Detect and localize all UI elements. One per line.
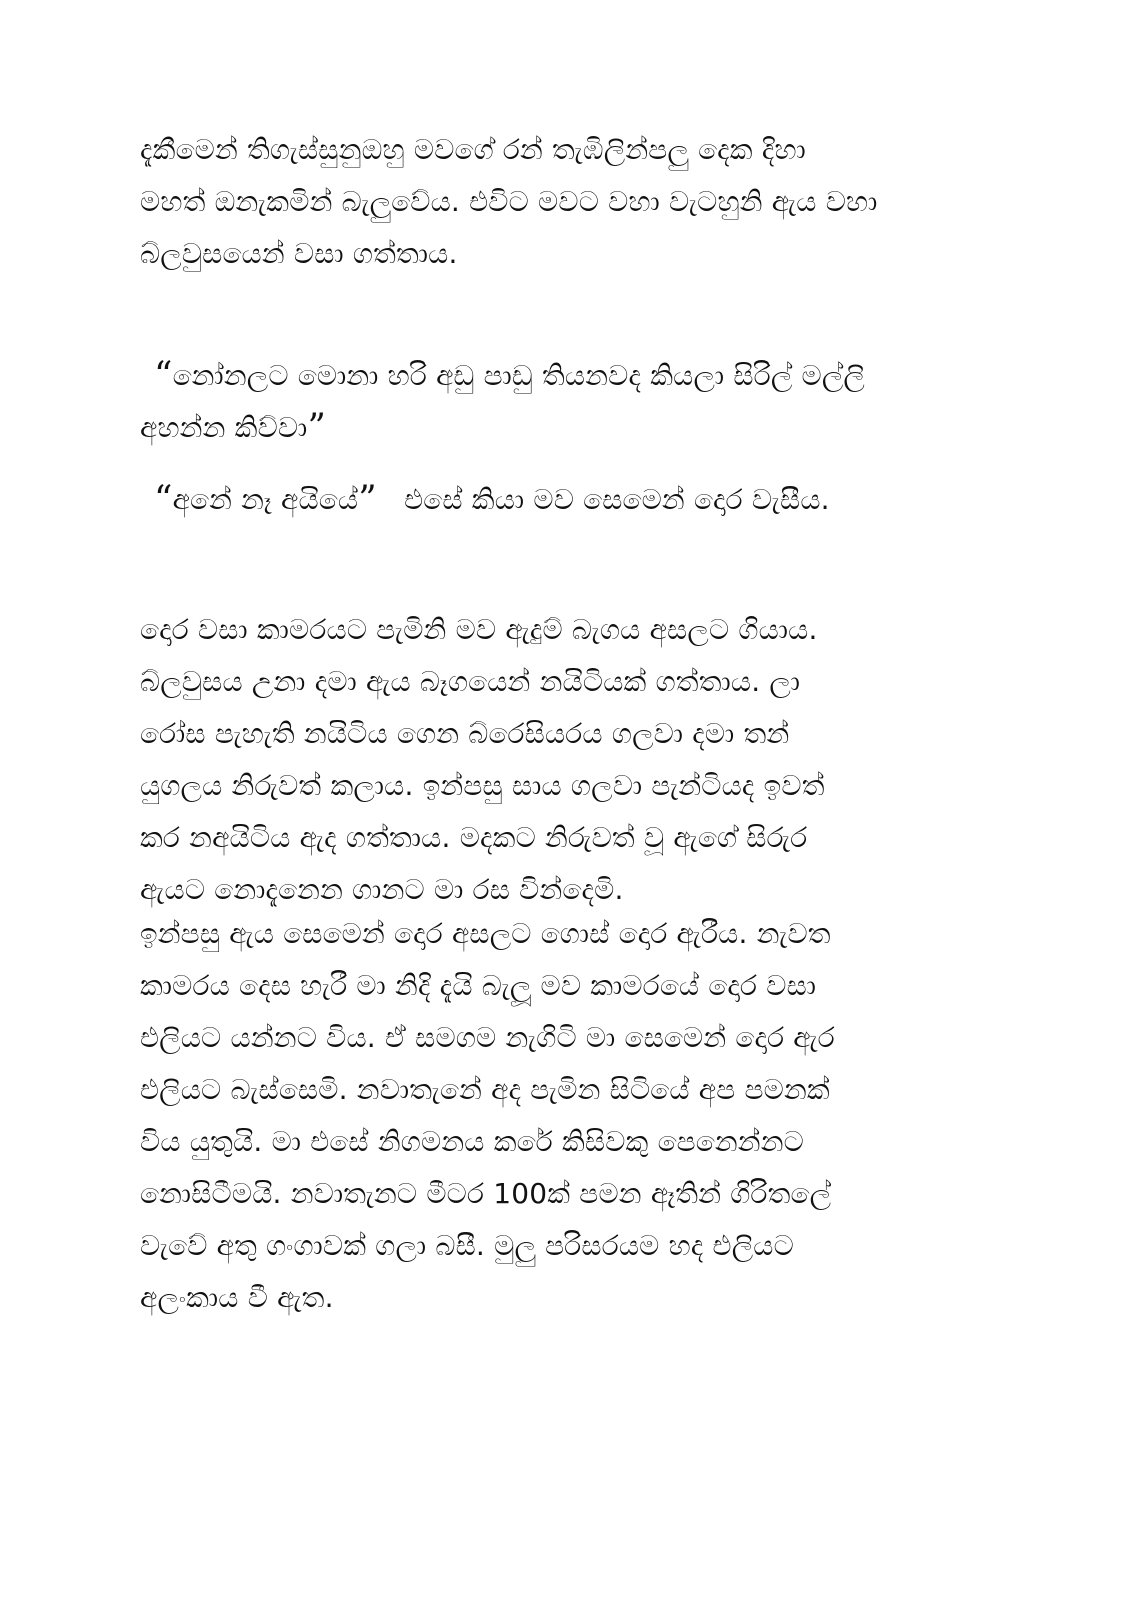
- paragraph-1-line: බ්ලවුසයෙන් වසා ගත්තාය.: [140, 237, 458, 270]
- paragraph-1-line: මහත් ඔනැකමින් බැලුවේය. එවිට මවට වහා වැටහුනි ඇය වහා: [140, 185, 878, 218]
- dialogue-quote-2-line: [140, 474, 1020, 526]
- paragraph-3-line: එලියට යන්නට විය. ඒ සමගම නැගිටි මා සෙමෙන් දොර ඇර: [140, 1021, 835, 1054]
- paragraph-2-line: ඇයට නොදැනෙන ගානට මා රස වින්දෙමි.: [140, 873, 624, 906]
- paragraph-3-line: ඉන්පසු ඇය සෙමෙන් දොර අසලට ගොස් දොර ඇරීය. නැවත: [140, 917, 831, 950]
- dialogue-text: නෝනලට මොනා හරි අඩු පාඩු තියනවද කියලා සිරිල් මල්ලි: [172, 359, 865, 392]
- paragraph-2-line: බ්ලවුසය උනා දමා ඇය බෑගයෙන් නයිටියක් ගත්තාය. ලා: [140, 665, 801, 698]
- paragraph-2-line: රෝස පැහැති නයිටිය ගෙන බ්රෙසියරය ගලවා දමා තන්: [140, 717, 790, 750]
- dialogue-text: අහන්න කිව්වා: [140, 411, 308, 444]
- paragraph-3-line: අලංකාය වී ඇත.: [140, 1281, 334, 1314]
- paragraph-3-line: එලියට බැස්සෙමි. නවාතැනේ අද පැමින සිටියේ අප පමනක්: [140, 1073, 830, 1106]
- paragraph-2-line: දොර වසා කාමරයට පැමිනි මව ඇදුම් බැගය අසලට ගියාය.: [140, 613, 818, 646]
- paragraph-3-line: විය යුතුයි. මා එසේ නිගමනය කරේ කිසිවකු පෙනෙන්නට: [140, 1125, 805, 1158]
- paragraph-1-line: දැකීමෙන් තිගැස්සුනුඔහු මවගේ රන් තැඹිලින්පලු දෙක දිහා: [140, 133, 806, 166]
- narration-text: එසේ කියා මව සෙමෙන් දොර වැසීය.: [404, 483, 830, 516]
- paragraph-2-line: කර නඅයිටිය ඇද ගත්තාය. මදකට නිරුවත් වූ ඇගේ සිරුර: [140, 821, 808, 854]
- paragraph-2-line: යුගලය නිරුවත් කලාය. ඉන්පසු සාය ගලවා පැන්ටියද ඉවත්: [140, 769, 825, 802]
- paragraph-3-line: නොසිටීමයි. නවාතැනට මීටර 100ක් පමන ඈතින් ගිරිතලේ: [140, 1177, 832, 1210]
- paragraph-3-line: වැවේ අතු ගංගාවක් ගලා බසී. මුලු පරිසරයම හද එලියට: [140, 1229, 794, 1262]
- paragraph-3: [140, 908, 1020, 1324]
- close-quote-mark: ”: [358, 479, 377, 520]
- dialogue-text: අනේ නෑ අයියේ: [172, 483, 359, 516]
- open-quote-mark: “: [154, 479, 173, 520]
- dialogue-quote-2: [140, 474, 1020, 526]
- dialogue-quote-1: [140, 350, 1020, 454]
- close-quote-mark: ”: [307, 407, 327, 448]
- dialogue-quote-1-line: [140, 350, 1020, 402]
- paragraph-1: [140, 124, 1020, 280]
- dialogue-quote-1-line: [140, 402, 1020, 454]
- paragraph-2: [140, 604, 1020, 916]
- open-quote-mark: “: [154, 355, 173, 396]
- paragraph-3-line: කාමරය දෙස හැරී මා නිදි දැයි බැලූ මව කාමරයේ දොර වසා: [140, 969, 817, 1002]
